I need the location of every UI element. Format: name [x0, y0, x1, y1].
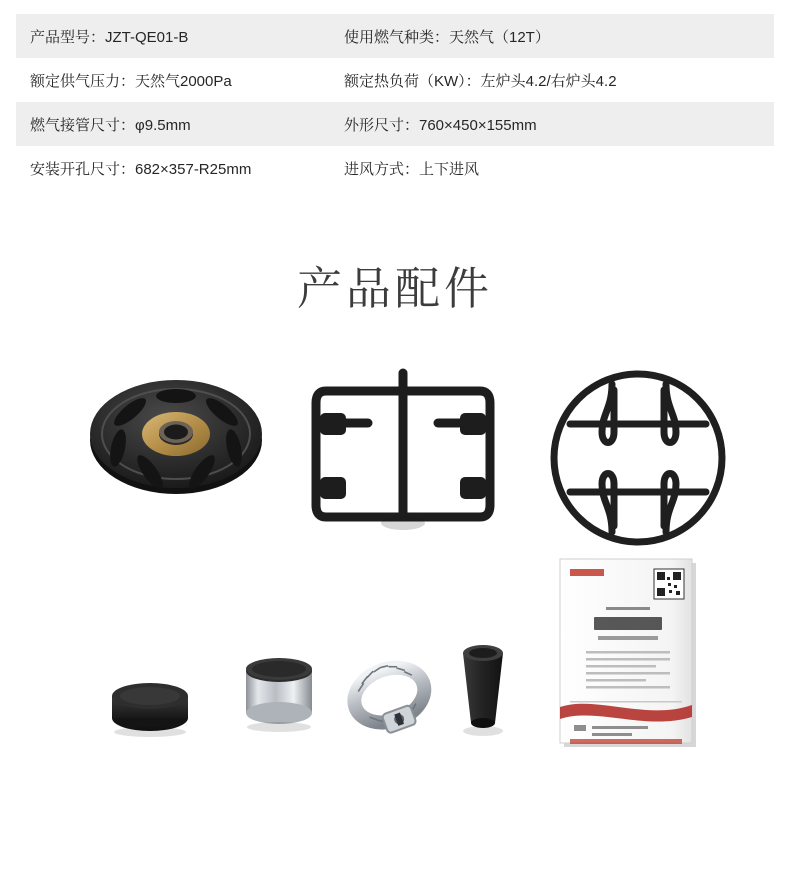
hose-clamp-image	[340, 657, 440, 737]
spec-cell-cutout-size: 安装开孔尺寸：682×357-R25mm	[16, 146, 330, 190]
rubber-nozzle-cap-image	[447, 639, 519, 739]
parts-gallery	[0, 317, 790, 877]
user-manual-image	[556, 555, 704, 755]
steel-cap-image	[240, 647, 318, 735]
black-cap-image	[108, 672, 192, 734]
spec-cell-model: 产品型号：JZT-QE01-B	[16, 14, 330, 58]
round-grate-image	[540, 362, 736, 552]
spec-cell-dimensions: 外形尺寸：760×450×155mm	[330, 102, 774, 146]
table-row	[16, 58, 774, 102]
spec-cell-gas-pressure: 额定供气压力：天然气2000Pa	[16, 58, 330, 102]
table-row	[16, 14, 774, 58]
table-row	[16, 102, 774, 146]
page-title: 产品配件	[296, 263, 493, 314]
burner-ring-image	[84, 372, 269, 497]
spec-cell-heat-load: 额定热负荷（KW）：左炉头4.2/右炉头4.2	[330, 58, 774, 102]
specification-table	[16, 14, 774, 190]
spec-cell-air-intake: 进风方式：上下进风	[330, 146, 774, 190]
square-grate-image	[292, 365, 514, 550]
table-row	[16, 146, 774, 190]
spec-cell-pipe-size: 燃气接管尺寸：φ9.5mm	[16, 102, 330, 146]
spec-cell-gas-type: 使用燃气种类：天然气（12T）	[330, 14, 774, 58]
